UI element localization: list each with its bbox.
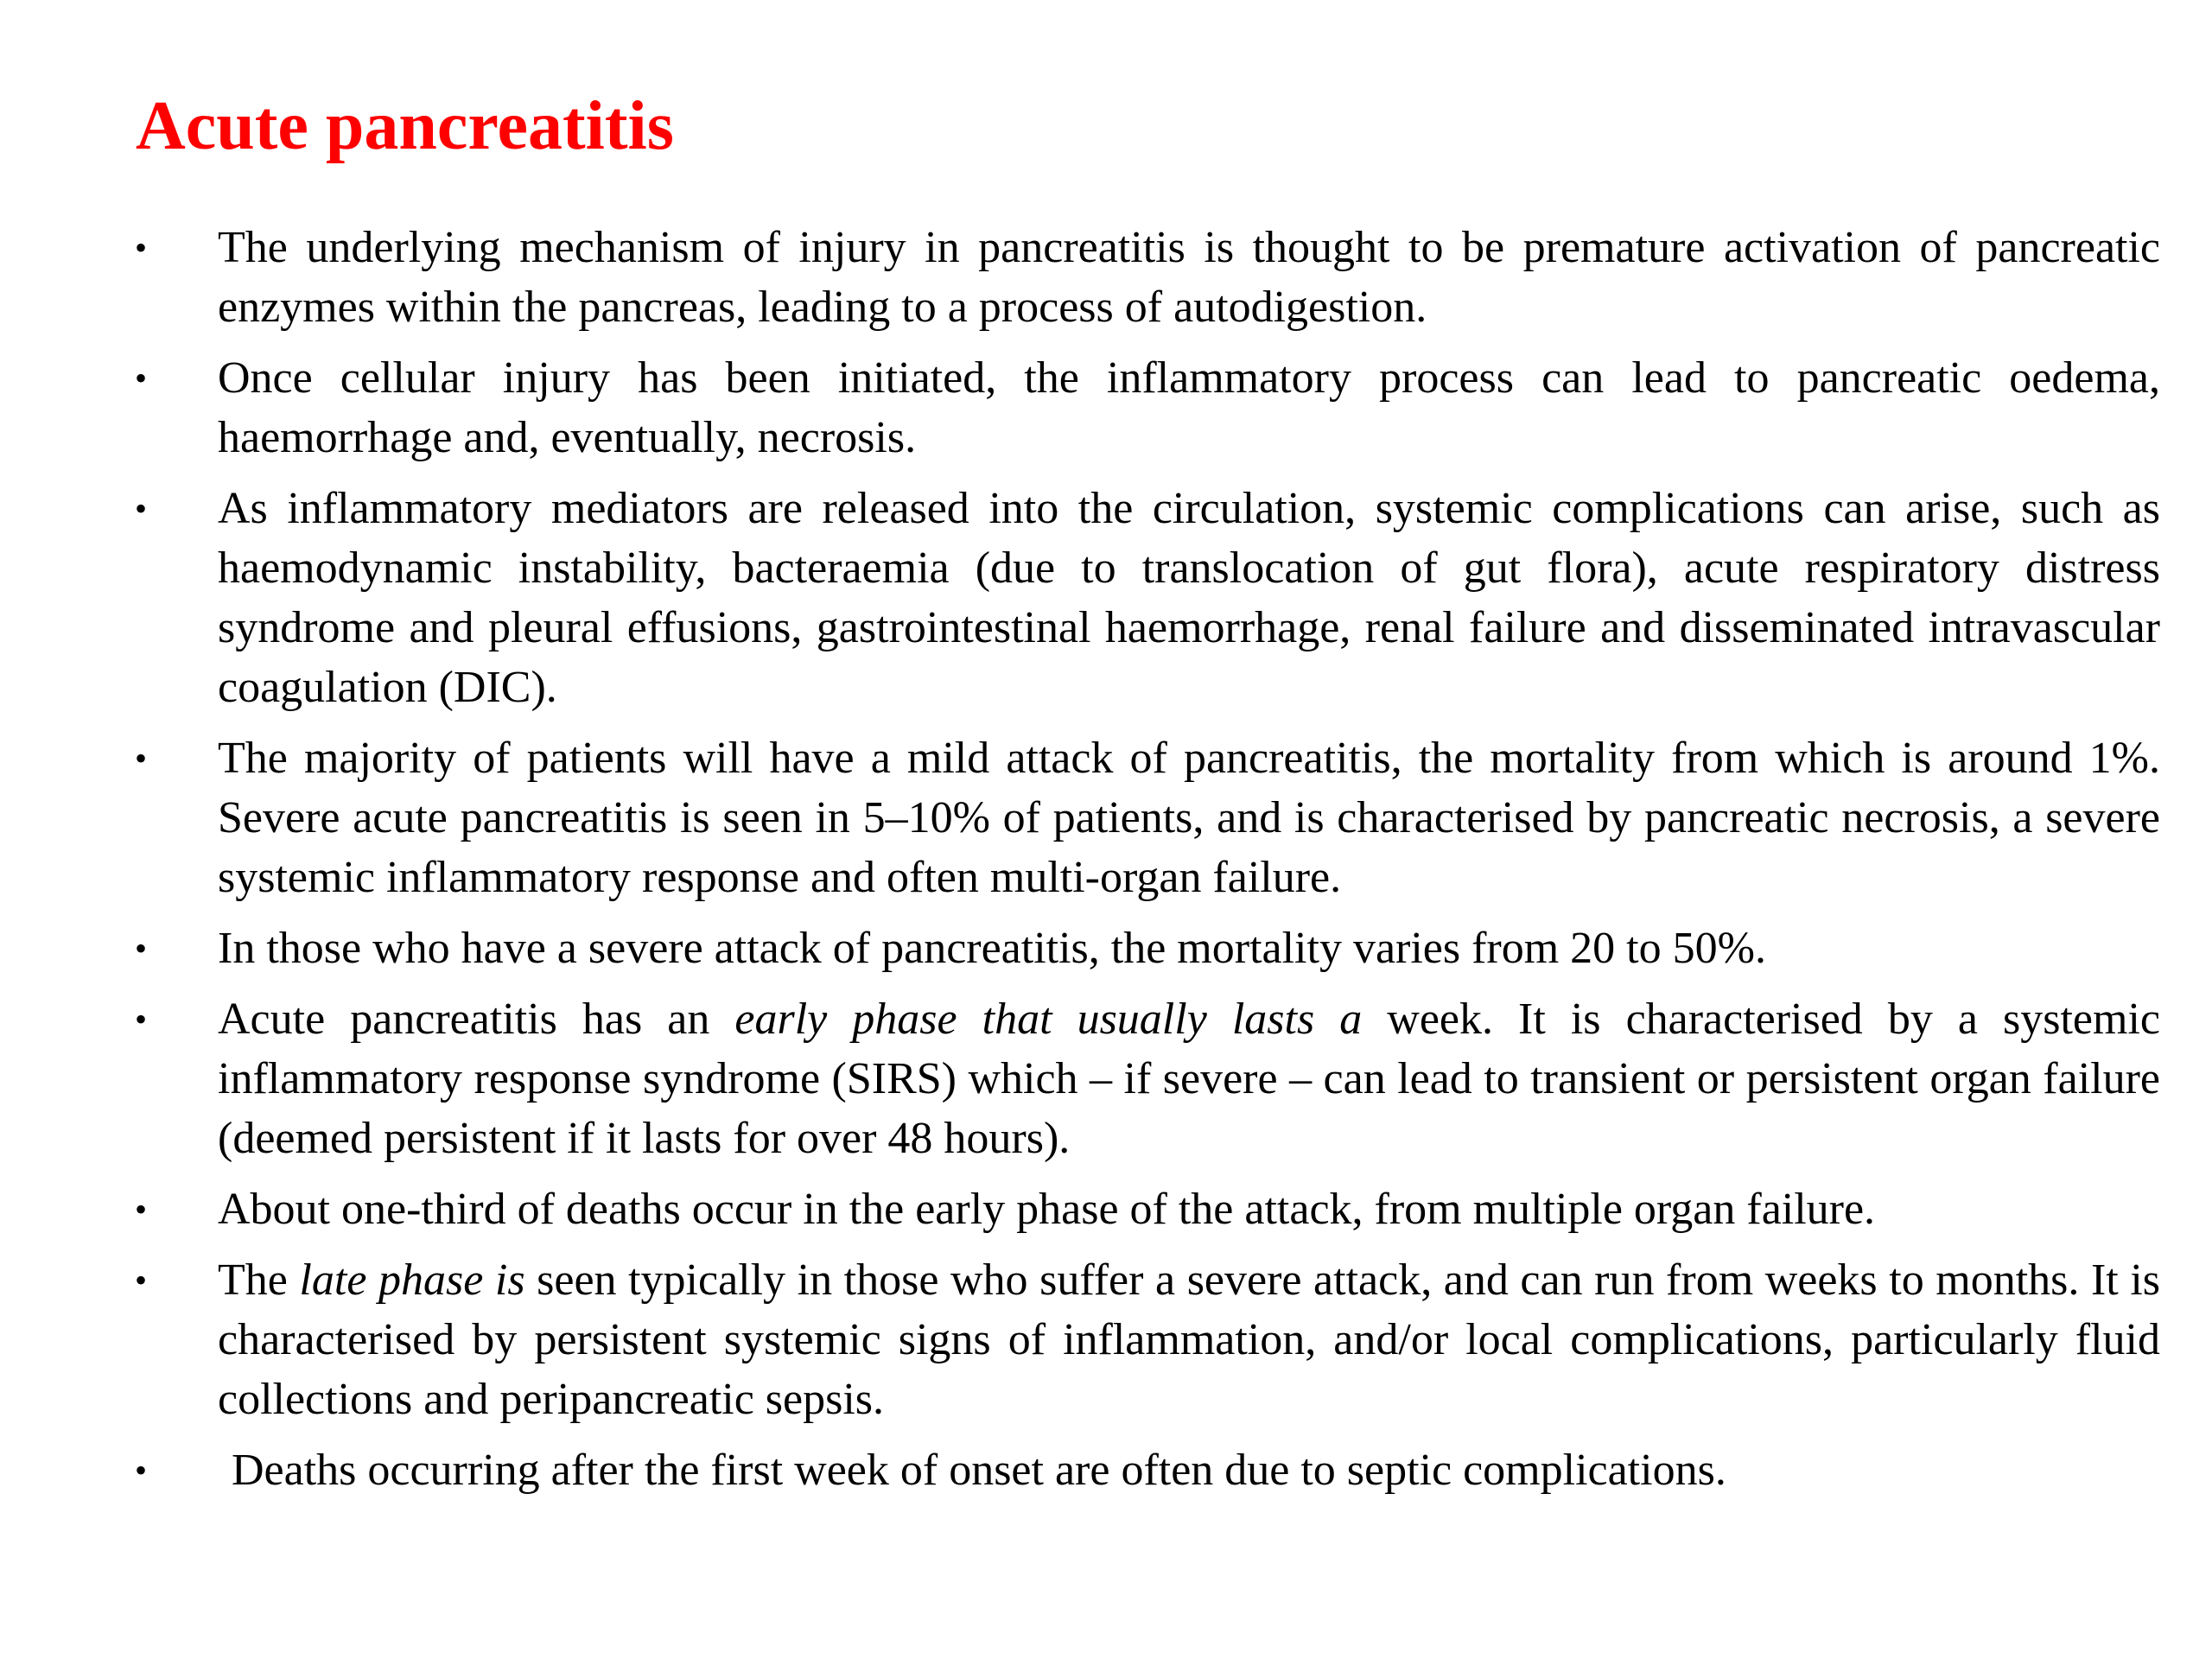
bullet-text: As inflammatory mediators are released into the circulation, systemic complications can arise, such as haemodynamic instability, bacteraemia (due to translocation of gut flora), acute respiratory distress syndrome and pleural effusions, gastrointestinal haemorrhage, renal failure and disseminated intravascular coagulation (DIC). [218,484,2160,712]
bullet-item [130,989,2160,1168]
bullet-item [130,1179,2160,1239]
bullet-item [130,218,2160,337]
bullet-text-segment: Acute pancreatitis has an [218,995,735,1044]
bullet-item [130,728,2160,907]
bullet-item [130,1250,2160,1429]
bullet-icon: • [135,228,148,267]
bullet-item [130,348,2160,467]
bullet-item [130,1440,2160,1500]
bullet-text: The underlying mechanism of injury in pancreatitis is thought to be premature activation of pancreatic enzymes within the pancreas, leading to a process of autodigestion. [218,223,2160,332]
bullet-text: The majority of patients will have a mild attack of pancreatitis, the mortality from which is around 1%. Severe acute pancreatitis is seen in 5–10% of patients, and is characterised by pancreatic necrosis, a severe systemic inflammatory response and often multi-organ failure. [218,734,2160,902]
bullet-text-italic: early phase that usually lasts a [734,995,1363,1044]
bullet-list [130,218,2160,1511]
bullet-text-italic: late phase is [299,1255,525,1305]
bullet-icon: • [135,1261,148,1300]
bullet-text: Deaths occurring after the first week of onset are often due to septic complications. [232,1446,1726,1495]
bullet-icon: • [135,1000,148,1039]
bullet-text: In those who have a severe attack of pancreatitis, the mortality varies from 20 to 50%. [218,924,1766,973]
bullet-text-segment: The [218,1255,300,1305]
bullet-icon: • [135,1190,148,1229]
bullet-text [218,1255,2160,1424]
slide-title: Acute pancreatitis [136,88,674,164]
bullet-text: About one-third of deaths occur in the early phase of the attack, from multiple organ failure. [218,1185,1876,1234]
bullet-icon: • [135,489,148,528]
bullet-text-segment: seen typically in those who suffer a severe attack, and can run from weeks to months. It is characterised by persistent systemic signs of inflammation, and/or local complications, particularly fluid collections and peripancreatic sepsis. [218,1255,2160,1424]
bullet-item [130,918,2160,978]
bullet-text-segment: week. It is characterised by a systemic inflammatory response syndrome (SIRS) which – if severe – can lead to transient or persistent organ failure (deemed persistent if it lasts for over 48 hours). [218,995,2160,1163]
bullet-icon: • [135,359,148,397]
bullet-text: Once cellular injury has been initiated, the inflammatory process can lead to pancreatic oedema, haemorrhage and, eventually, necrosis. [218,353,2160,462]
bullet-icon: • [135,1451,148,1490]
bullet-icon: • [135,739,148,778]
bullet-icon: • [135,929,148,968]
bullet-text [218,995,2160,1163]
bullet-item [130,479,2160,717]
